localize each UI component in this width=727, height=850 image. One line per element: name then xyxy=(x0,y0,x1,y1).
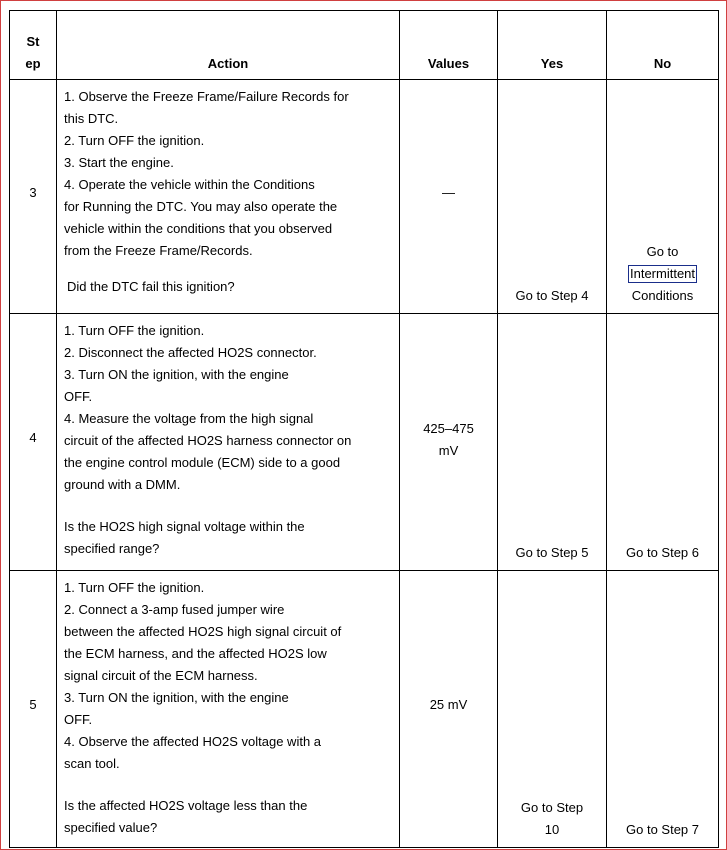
action-line: vehicle within the conditions that you observed xyxy=(64,221,333,236)
action-line: the ECM harness, and the affected HO2S low xyxy=(64,646,327,661)
action-line: OFF. xyxy=(64,389,93,404)
header-action: Action xyxy=(57,11,400,80)
question: specified value? xyxy=(64,820,158,835)
action-line: scan tool. xyxy=(64,756,120,771)
action-line: ground with a DMM. xyxy=(64,477,181,492)
action-line: OFF. xyxy=(64,712,93,727)
action-line: 1. Turn OFF the ignition. xyxy=(64,580,205,595)
step-number: 4 xyxy=(10,314,57,571)
action-line: the engine control module (ECM) side to a good xyxy=(64,455,341,470)
values-cell: — xyxy=(400,80,498,314)
action-line: for Running the DTC. You may also operate the xyxy=(64,199,338,214)
yes-cell: Go to Step 10 xyxy=(498,571,607,848)
yes-cell: Go to Step 5 xyxy=(498,314,607,571)
action-line: signal circuit of the ECM harness. xyxy=(64,668,258,683)
action-line: 3. Turn ON the ignition, with the engine xyxy=(64,367,289,382)
question: Is the affected HO2S voltage less than the xyxy=(64,798,308,813)
action-cell xyxy=(57,80,400,314)
action-line: 3. Turn ON the ignition, with the engine xyxy=(64,690,289,705)
table-row xyxy=(10,571,719,848)
table-row xyxy=(10,80,719,314)
values-cell: 425–475 mV xyxy=(400,314,498,571)
header-yes: Yes xyxy=(498,11,607,80)
question: Is the HO2S high signal voltage within the xyxy=(64,519,305,534)
yes-cell: Go to Step 4 xyxy=(498,80,607,314)
values-cell: 25 mV xyxy=(400,571,498,848)
no-cell: Go to Step 6 xyxy=(607,314,719,571)
action-line: 1. Observe the Freeze Frame/Failure Records for xyxy=(64,89,349,104)
intermittent-link[interactable]: Intermittent xyxy=(629,266,696,281)
no-cell: Go to Step 7 xyxy=(607,571,719,848)
step-number: 3 xyxy=(10,80,57,314)
action-line: 2. Turn OFF the ignition. xyxy=(64,133,205,148)
question: Did the DTC fail this ignition? xyxy=(67,279,235,294)
action-line: between the affected HO2S high signal circuit of xyxy=(64,624,342,639)
action-line: this DTC. xyxy=(64,111,119,126)
header-row xyxy=(10,11,719,80)
table-row xyxy=(10,314,719,571)
no-cell: Go to Intermittent Conditions xyxy=(607,80,719,314)
action-line: 2. Disconnect the affected HO2S connector. xyxy=(64,345,317,360)
action-line: 1. Turn OFF the ignition. xyxy=(64,323,205,338)
header-no: No xyxy=(607,11,719,80)
question: specified range? xyxy=(64,541,160,556)
action-line: 4. Operate the vehicle within the Conditions xyxy=(64,177,315,192)
action-line: 4. Measure the voltage from the high signal xyxy=(64,411,314,426)
action-line: 3. Start the engine. xyxy=(64,155,174,170)
action-line: from the Freeze Frame/Records. xyxy=(64,243,253,258)
action-cell xyxy=(57,314,400,571)
action-line: 2. Connect a 3-amp fused jumper wire xyxy=(64,602,285,617)
header-step: St ep xyxy=(10,11,57,80)
action-cell xyxy=(57,571,400,848)
step-number: 5 xyxy=(10,571,57,848)
diagnostic-table xyxy=(9,10,719,848)
header-values: Values xyxy=(400,11,498,80)
action-line: 4. Observe the affected HO2S voltage with a xyxy=(64,734,322,749)
action-line: circuit of the affected HO2S harness connector on xyxy=(64,433,352,448)
